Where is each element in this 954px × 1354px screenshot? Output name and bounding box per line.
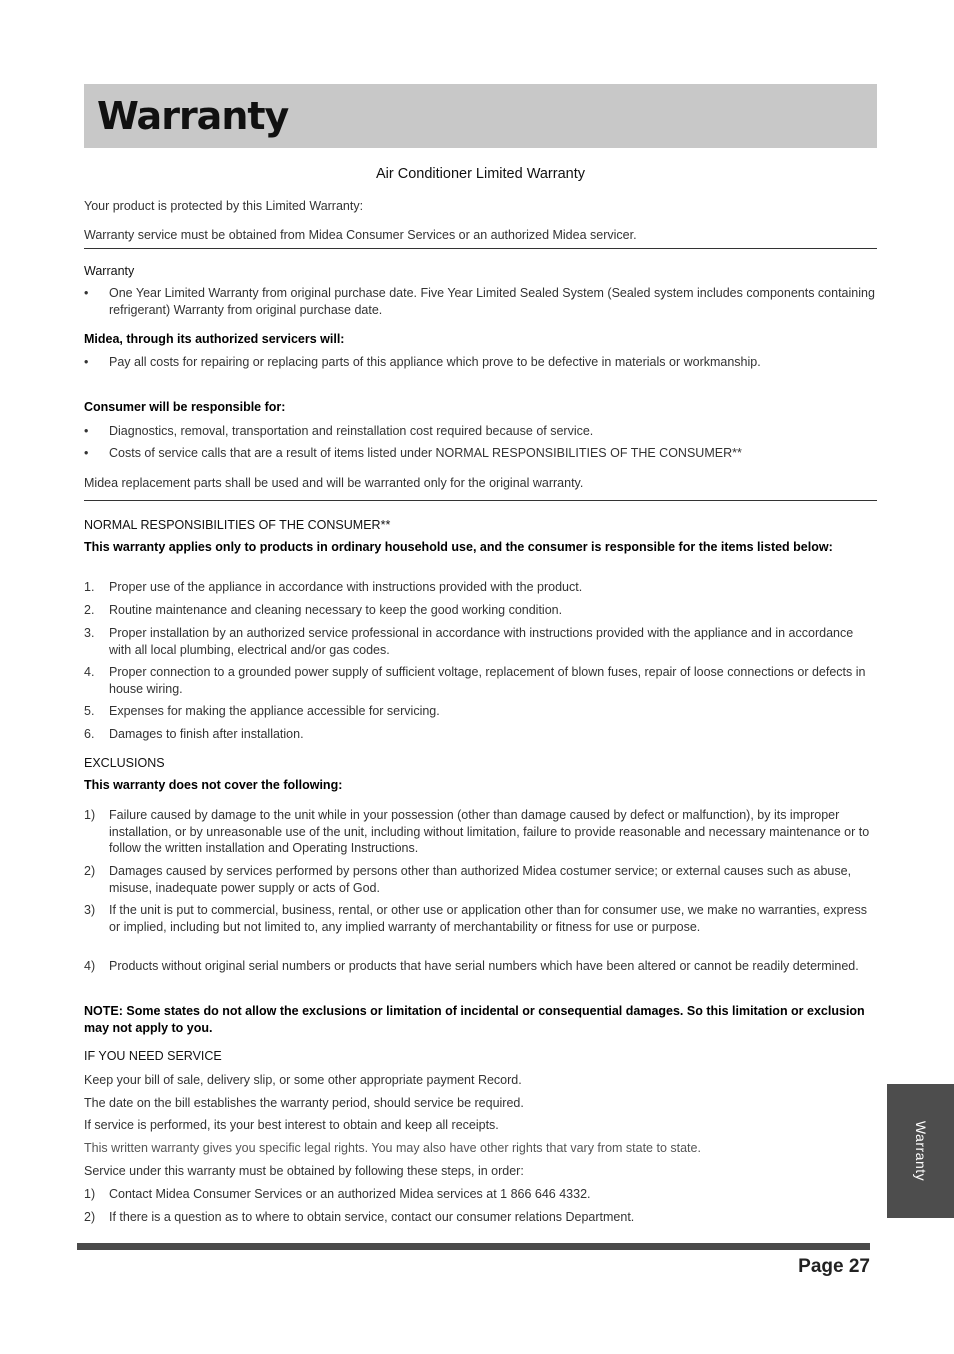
normal-lead: This warranty applies only to products in ordinary household use, and the consumer is responsible for the items listed below:: [84, 540, 833, 554]
bullet: •: [84, 424, 89, 438]
exclusions-lead: This warranty does not cover the following:: [84, 778, 343, 792]
footer-bar: [77, 1243, 870, 1250]
page-number: Page 27: [798, 1256, 870, 1277]
service-heading: IF YOU NEED SERVICE: [84, 1049, 222, 1063]
bullet: •: [84, 446, 89, 460]
title-banner: [84, 84, 877, 148]
service-line: Service under this warranty must be obtained by following these steps, in order:: [84, 1164, 524, 1178]
service-line: If service is performed, its your best interest to obtain and keep all receipts.: [84, 1118, 499, 1132]
side-tab-label: Warranty: [912, 1120, 929, 1182]
warranty-heading: Warranty: [84, 264, 135, 278]
section-side-tab: [887, 1084, 954, 1218]
consumer-note: Midea replacement parts shall be used and will be warranted only for the original warranty.: [84, 476, 584, 490]
normal-heading: NORMAL RESPONSIBILITIES OF THE CONSUMER**: [84, 518, 391, 532]
midea-will-heading: Midea, through its authorized servicers will:: [84, 332, 345, 346]
bullet: •: [84, 355, 89, 369]
intro-line-2: Warranty service must be obtained from Midea Consumer Services or an authorized Midea servicer.: [84, 228, 637, 242]
bullet: •: [84, 286, 89, 300]
service-line: Keep your bill of sale, delivery slip, or some other appropriate payment Record.: [84, 1073, 522, 1087]
exclusions-note: NOTE: Some states do not allow the exclusions or limitation of incidental or consequential damages. So this limitation or exclusion may not apply to you.: [84, 1004, 865, 1035]
divider: [84, 500, 877, 501]
document-subtitle: Air Conditioner Limited Warranty: [376, 166, 585, 182]
service-line: The date on the bill establishes the warranty period, should service be required.: [84, 1096, 524, 1110]
intro-line-1: Your product is protected by this Limited Warranty:: [84, 199, 364, 213]
service-line: This written warranty gives you specific legal rights. You may also have other rights that vary from state to state.: [84, 1141, 701, 1155]
exclusions-heading: EXCLUSIONS: [84, 756, 165, 770]
consumer-heading: Consumer will be responsible for:: [84, 400, 286, 414]
page-title: Warranty: [97, 94, 289, 138]
divider: [84, 248, 877, 249]
